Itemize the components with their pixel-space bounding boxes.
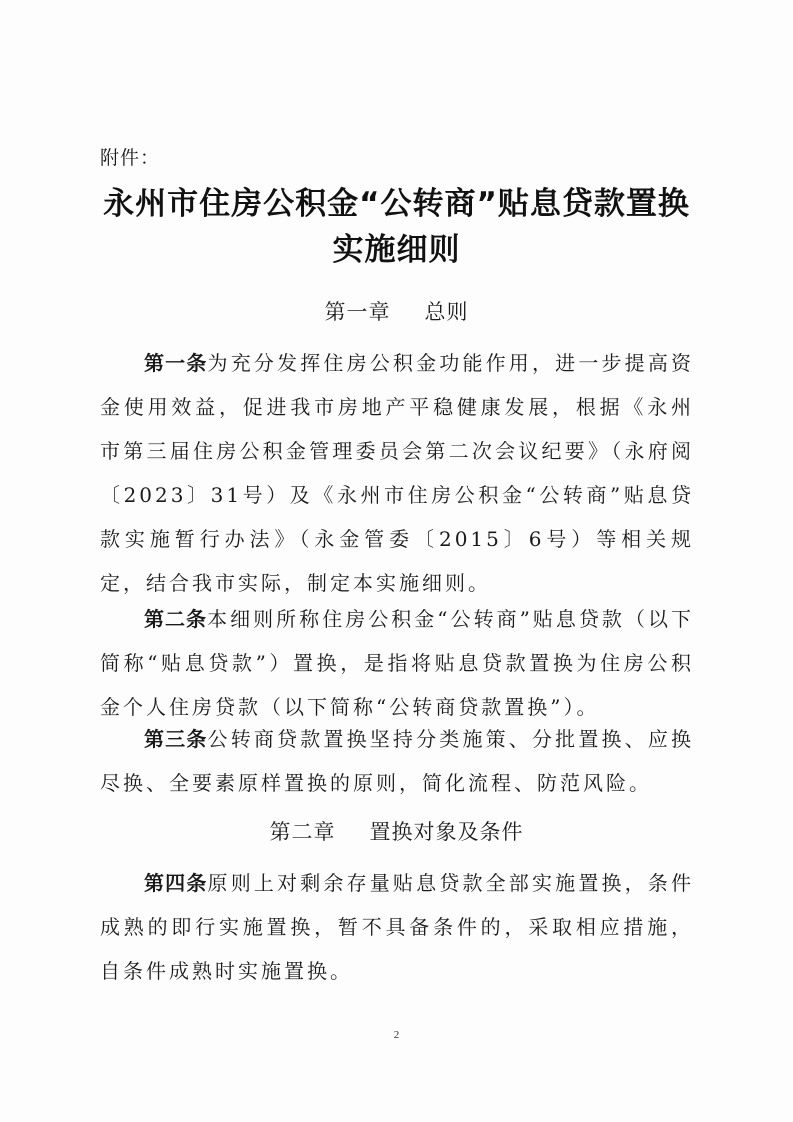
article-3 <box>100 717 694 805</box>
chapter-heading-1 <box>0 296 793 326</box>
article-2 <box>100 597 694 729</box>
article-1 <box>100 341 694 605</box>
page-number: 2 <box>393 1029 400 1041</box>
chapter-heading-2 <box>0 816 793 846</box>
chapter-number: 第一章 <box>324 300 391 324</box>
article-label: 第二条 <box>144 607 208 631</box>
attachment-label: 附件： <box>100 147 161 169</box>
article-text: 为充分发挥住房公积金功能作用，进一步提高资金使用效益，促进我市房地产平稳健康发展，根据《永州市第三届住房公积金管理委员会第二次会议纪要》（永府阅〔2023〕31号）及《永州市住房公积金“公转商”贴息贷款实施暂行办法》（永金管委〔2015〕6号）等相关规定，结合我市实际，制定本实施细则。 <box>100 351 695 595</box>
article-label: 第三条 <box>144 727 208 751</box>
chapter-name: 置换对象及条件 <box>369 820 524 844</box>
article-text: 本细则所称住房公积金“公转商”贴息贷款（以下简称“贴息贷款”）置换，是指将贴息贷款置换为住房公积金个人住房贷款（以下简称“公转商贷款置换”）。 <box>100 607 695 719</box>
article-label: 第一条 <box>144 351 208 375</box>
article-label: 第四条 <box>144 871 208 895</box>
article-4 <box>100 861 694 993</box>
article-text: 原则上对剩余存量贴息贷款全部实施置换，条件成熟的即行实施置换，暂不具备条件的，采取相应措施，自条件成熟时实施置换。 <box>100 871 695 983</box>
chapter-name: 总则 <box>424 300 469 324</box>
document-title-line-1: 永州市住房公积金“公转商”贴息贷款置换 <box>103 186 690 222</box>
document-title-line-2: 实施细则 <box>332 232 461 268</box>
chapter-number: 第二章 <box>269 820 336 844</box>
article-text: 公转商贷款置换坚持分类施策、分批置换、应换尽换、全要素原样置换的原则，简化流程、防范风险。 <box>100 727 695 795</box>
